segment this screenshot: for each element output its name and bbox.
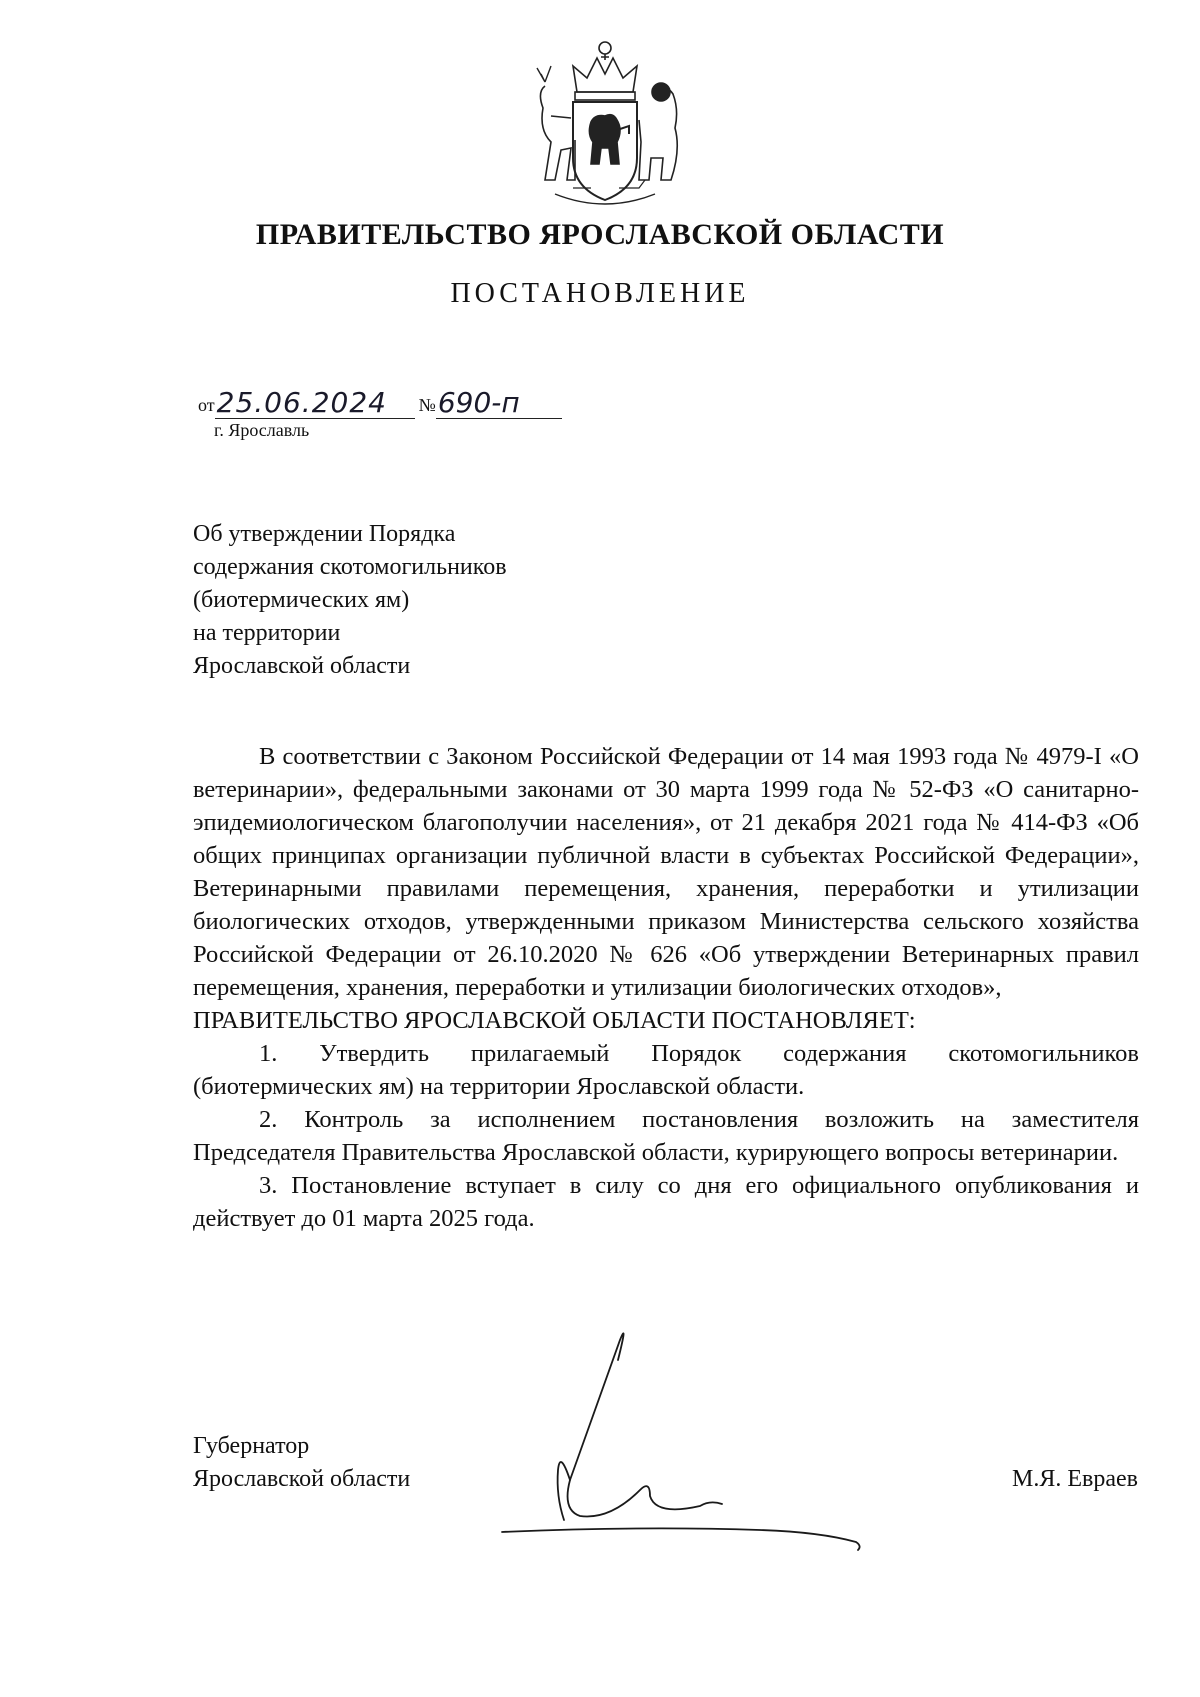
organization-title: ПРАВИТЕЛЬСТВО ЯРОСЛАВСКОЙ ОБЛАСТИ xyxy=(255,218,945,251)
subject-line: Ярославской области xyxy=(193,653,411,679)
position-line: Ярославской области xyxy=(193,1466,411,1492)
document-details-line xyxy=(198,385,562,419)
signatory-name: М.Я. Евраев xyxy=(1012,1466,1138,1492)
document-date: 25.06.2024 xyxy=(215,388,415,419)
subject-line: (биотермических ям) xyxy=(193,587,410,613)
subject-line: содержания скотомогильников xyxy=(193,554,507,580)
resolution-item: 2. Контроль за исполнением постановления возложить на заместителя Председателя Правительства Ярославской области, курирующего вопросы ветеринарии. xyxy=(193,1106,1139,1166)
preamble-paragraph: В соответствии с Законом Российской Федерации от 14 мая 1993 года № 4979-I «О ветеринарии», федеральными законами от 30 марта 1999 года № 52-ФЗ «О санитарно-эпидемиологическом благополучии населения», от 21 декабря 2021 года № 414-ФЗ «Об общих принципах организации публичной власти в субъектах Российской Федерации», Ветеринарными правилами перемещения, хранения, переработки и утилизации биологических отходов, утвержденными приказом Министерства сельского хозяйства Российской Федерации от 26.10.2020 № 626 «Об утверждении Ветеринарных правил перемещения, хранения, переработки и утилизации биологических отходов», xyxy=(193,743,1139,1001)
number-prefix: № xyxy=(418,395,436,415)
date-prefix: от xyxy=(198,395,215,415)
document-body xyxy=(193,740,1139,1235)
subject-line: Об утверждении Порядка xyxy=(193,521,456,547)
signatory-position xyxy=(193,1430,410,1496)
subject-line: на территории xyxy=(193,620,341,646)
document-number: 690-п xyxy=(436,388,562,419)
resolution-item: 1. Утвердить прилагаемый Порядок содержания скотомогильников (биотермических ям) на территории Ярославской области. xyxy=(193,1040,1139,1100)
document-type-heading: ПОСТАНОВЛЕНИЕ xyxy=(450,278,750,309)
resolution-item: 3. Постановление вступает в силу со дня его официального опубликования и действует до 01 марта 2025 года. xyxy=(193,1172,1139,1232)
document-city: г. Ярославль xyxy=(214,420,310,440)
handwritten-signature xyxy=(500,1320,920,1570)
document-subject xyxy=(193,518,643,683)
coat-of-arms-icon xyxy=(515,30,695,220)
position-line: Губернатор xyxy=(193,1433,310,1459)
decree-line: ПРАВИТЕЛЬСТВО ЯРОСЛАВСКОЙ ОБЛАСТИ ПОСТАНОВЛЯЕТ: xyxy=(193,1007,916,1034)
